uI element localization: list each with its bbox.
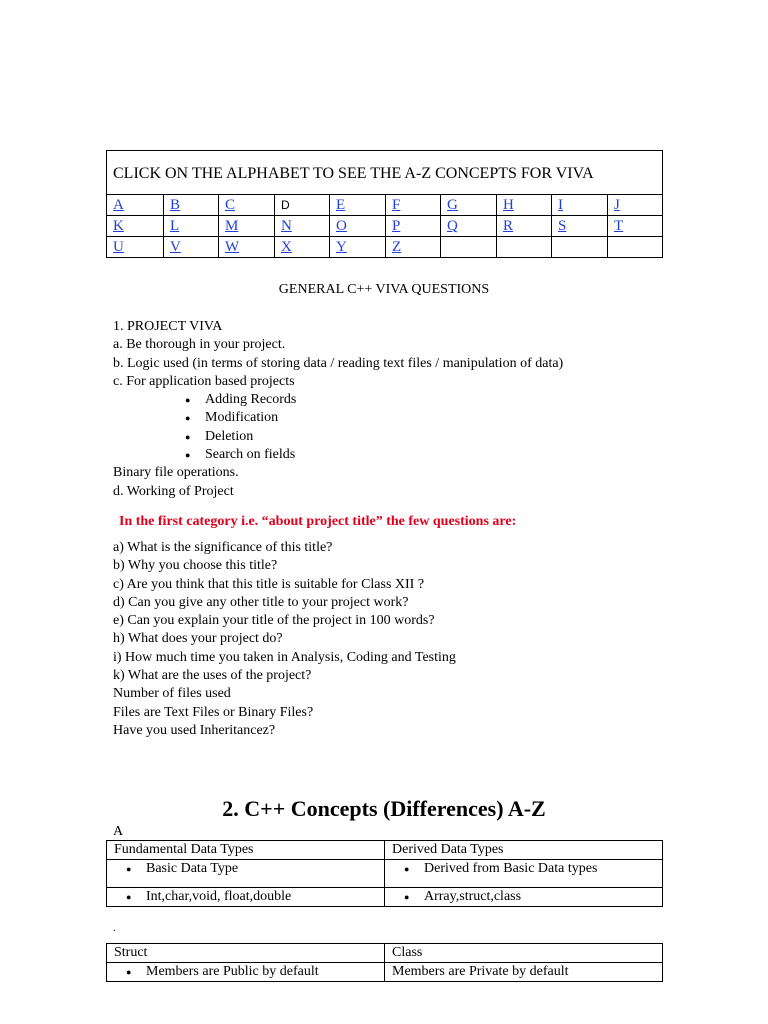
letter-link-x[interactable]: X <box>281 239 292 255</box>
separator-mark: . <box>113 923 116 934</box>
project-point-c: c. For application based projects <box>113 373 295 389</box>
list-item: ● Deletion <box>185 428 563 446</box>
letter-link-f[interactable]: F <box>392 197 401 213</box>
project-point-b: b. Logic used (in terms of storing data / reading text files / manipulation of data) <box>113 355 564 371</box>
list-item: Number of files used <box>113 686 231 702</box>
table-row <box>107 963 663 982</box>
project-title-questions-heading: In the first category i.e. “about project title” the few questions are: <box>119 514 517 529</box>
list-item: k) What are the uses of the project? <box>113 668 312 684</box>
empty-cell <box>552 237 608 258</box>
letter-link-b[interactable]: B <box>170 197 181 213</box>
project-viva-heading: 1. PROJECT VIVA <box>113 319 223 334</box>
letter-link-o[interactable]: O <box>336 218 347 234</box>
empty-cell <box>497 237 552 258</box>
table-cell: ● Int,char,void, float,double <box>114 888 384 906</box>
empty-cell <box>608 237 663 258</box>
table-cell: ● Basic Data Type <box>114 860 384 878</box>
letter-link-y[interactable]: Y <box>336 239 347 255</box>
list-item: c) Are you think that this title is suitable for Class XII ? <box>113 576 425 592</box>
table-cell: ● Derived from Basic Data types <box>392 860 662 878</box>
letter-link-i[interactable]: I <box>558 197 563 213</box>
list-item: a) What is the significance of this title? <box>113 540 333 555</box>
table-header-cell: Class <box>385 944 663 963</box>
section-letter: A <box>113 824 124 839</box>
struct-class-comparison-table <box>106 943 663 982</box>
letter-link-j[interactable]: J <box>614 197 620 213</box>
project-point-a: a. Be thorough in your project. <box>113 337 286 353</box>
data-types-comparison-table <box>106 840 663 907</box>
alphabet-row <box>107 216 663 237</box>
table-row <box>107 841 663 860</box>
list-item: Have you used Inheritancez? <box>113 722 276 738</box>
letter-link-m[interactable]: M <box>225 218 239 234</box>
alphabet-table <box>106 150 663 258</box>
list-item: Files are Text Files or Binary Files? <box>113 704 314 720</box>
table-header-cell: Derived Data Types <box>385 841 663 860</box>
letter-link-q[interactable]: Q <box>447 218 458 234</box>
table-cell: ● Members are Public by default <box>114 963 384 981</box>
letter-link-p[interactable]: P <box>392 218 401 234</box>
table-row <box>107 944 663 963</box>
list-item: ● Modification <box>185 409 563 427</box>
list-item: ● Search on fields <box>185 446 563 464</box>
project-viva-section <box>113 318 563 501</box>
letter-link-t[interactable]: T <box>614 218 624 234</box>
list-item: b) Why you choose this title? <box>113 558 278 574</box>
letter-link-a[interactable]: A <box>113 197 124 213</box>
letter-link-g[interactable]: G <box>447 197 458 213</box>
binary-file-note: Binary file operations. <box>113 465 239 481</box>
table-header-cell: Struct <box>107 944 385 963</box>
table-header-cell: Fundamental Data Types <box>107 841 385 860</box>
alphabet-heading: CLICK ON THE ALPHABET TO SEE THE A-Z CONCEPTS FOR VIVA <box>107 151 663 195</box>
letter-link-l[interactable]: L <box>170 218 180 234</box>
letter-link-n[interactable]: N <box>281 218 292 234</box>
alphabet-row <box>107 237 663 258</box>
alphabet-row <box>107 195 663 216</box>
list-item: i) How much time you taken in Analysis, Coding and Testing <box>113 649 456 665</box>
table-cell: ● Array,struct,class <box>392 888 662 906</box>
letter-link-z[interactable]: Z <box>392 239 402 255</box>
table-row <box>107 860 663 888</box>
letter-link-w[interactable]: W <box>225 239 240 255</box>
application-bullet-list <box>113 391 563 464</box>
table-cell: Members are Private by default <box>385 963 663 982</box>
letter-d: D <box>281 198 290 212</box>
letter-link-e[interactable]: E <box>336 197 346 213</box>
list-item: e) Can you explain your title of the project in 100 words? <box>113 613 435 629</box>
empty-cell <box>441 237 497 258</box>
letter-link-s[interactable]: S <box>558 218 567 234</box>
project-title-questions <box>113 539 456 740</box>
list-item: h) What does your project do? <box>113 631 283 647</box>
letter-link-v[interactable]: V <box>170 239 181 255</box>
section-2-title: 2. C++ Concepts (Differences) A-Z <box>222 796 546 821</box>
letter-link-h[interactable]: H <box>503 197 514 213</box>
letter-link-c[interactable]: C <box>225 197 236 213</box>
letter-link-r[interactable]: R <box>503 218 514 234</box>
letter-link-k[interactable]: K <box>113 218 124 234</box>
letter-link-u[interactable]: U <box>113 239 124 255</box>
list-item: d) Can you give any other title to your project work? <box>113 594 409 610</box>
list-item: ● Adding Records <box>185 391 563 409</box>
table-row <box>107 888 663 907</box>
general-questions-title: GENERAL C++ VIVA QUESTIONS <box>278 282 490 297</box>
project-point-d: d. Working of Project <box>113 483 234 499</box>
